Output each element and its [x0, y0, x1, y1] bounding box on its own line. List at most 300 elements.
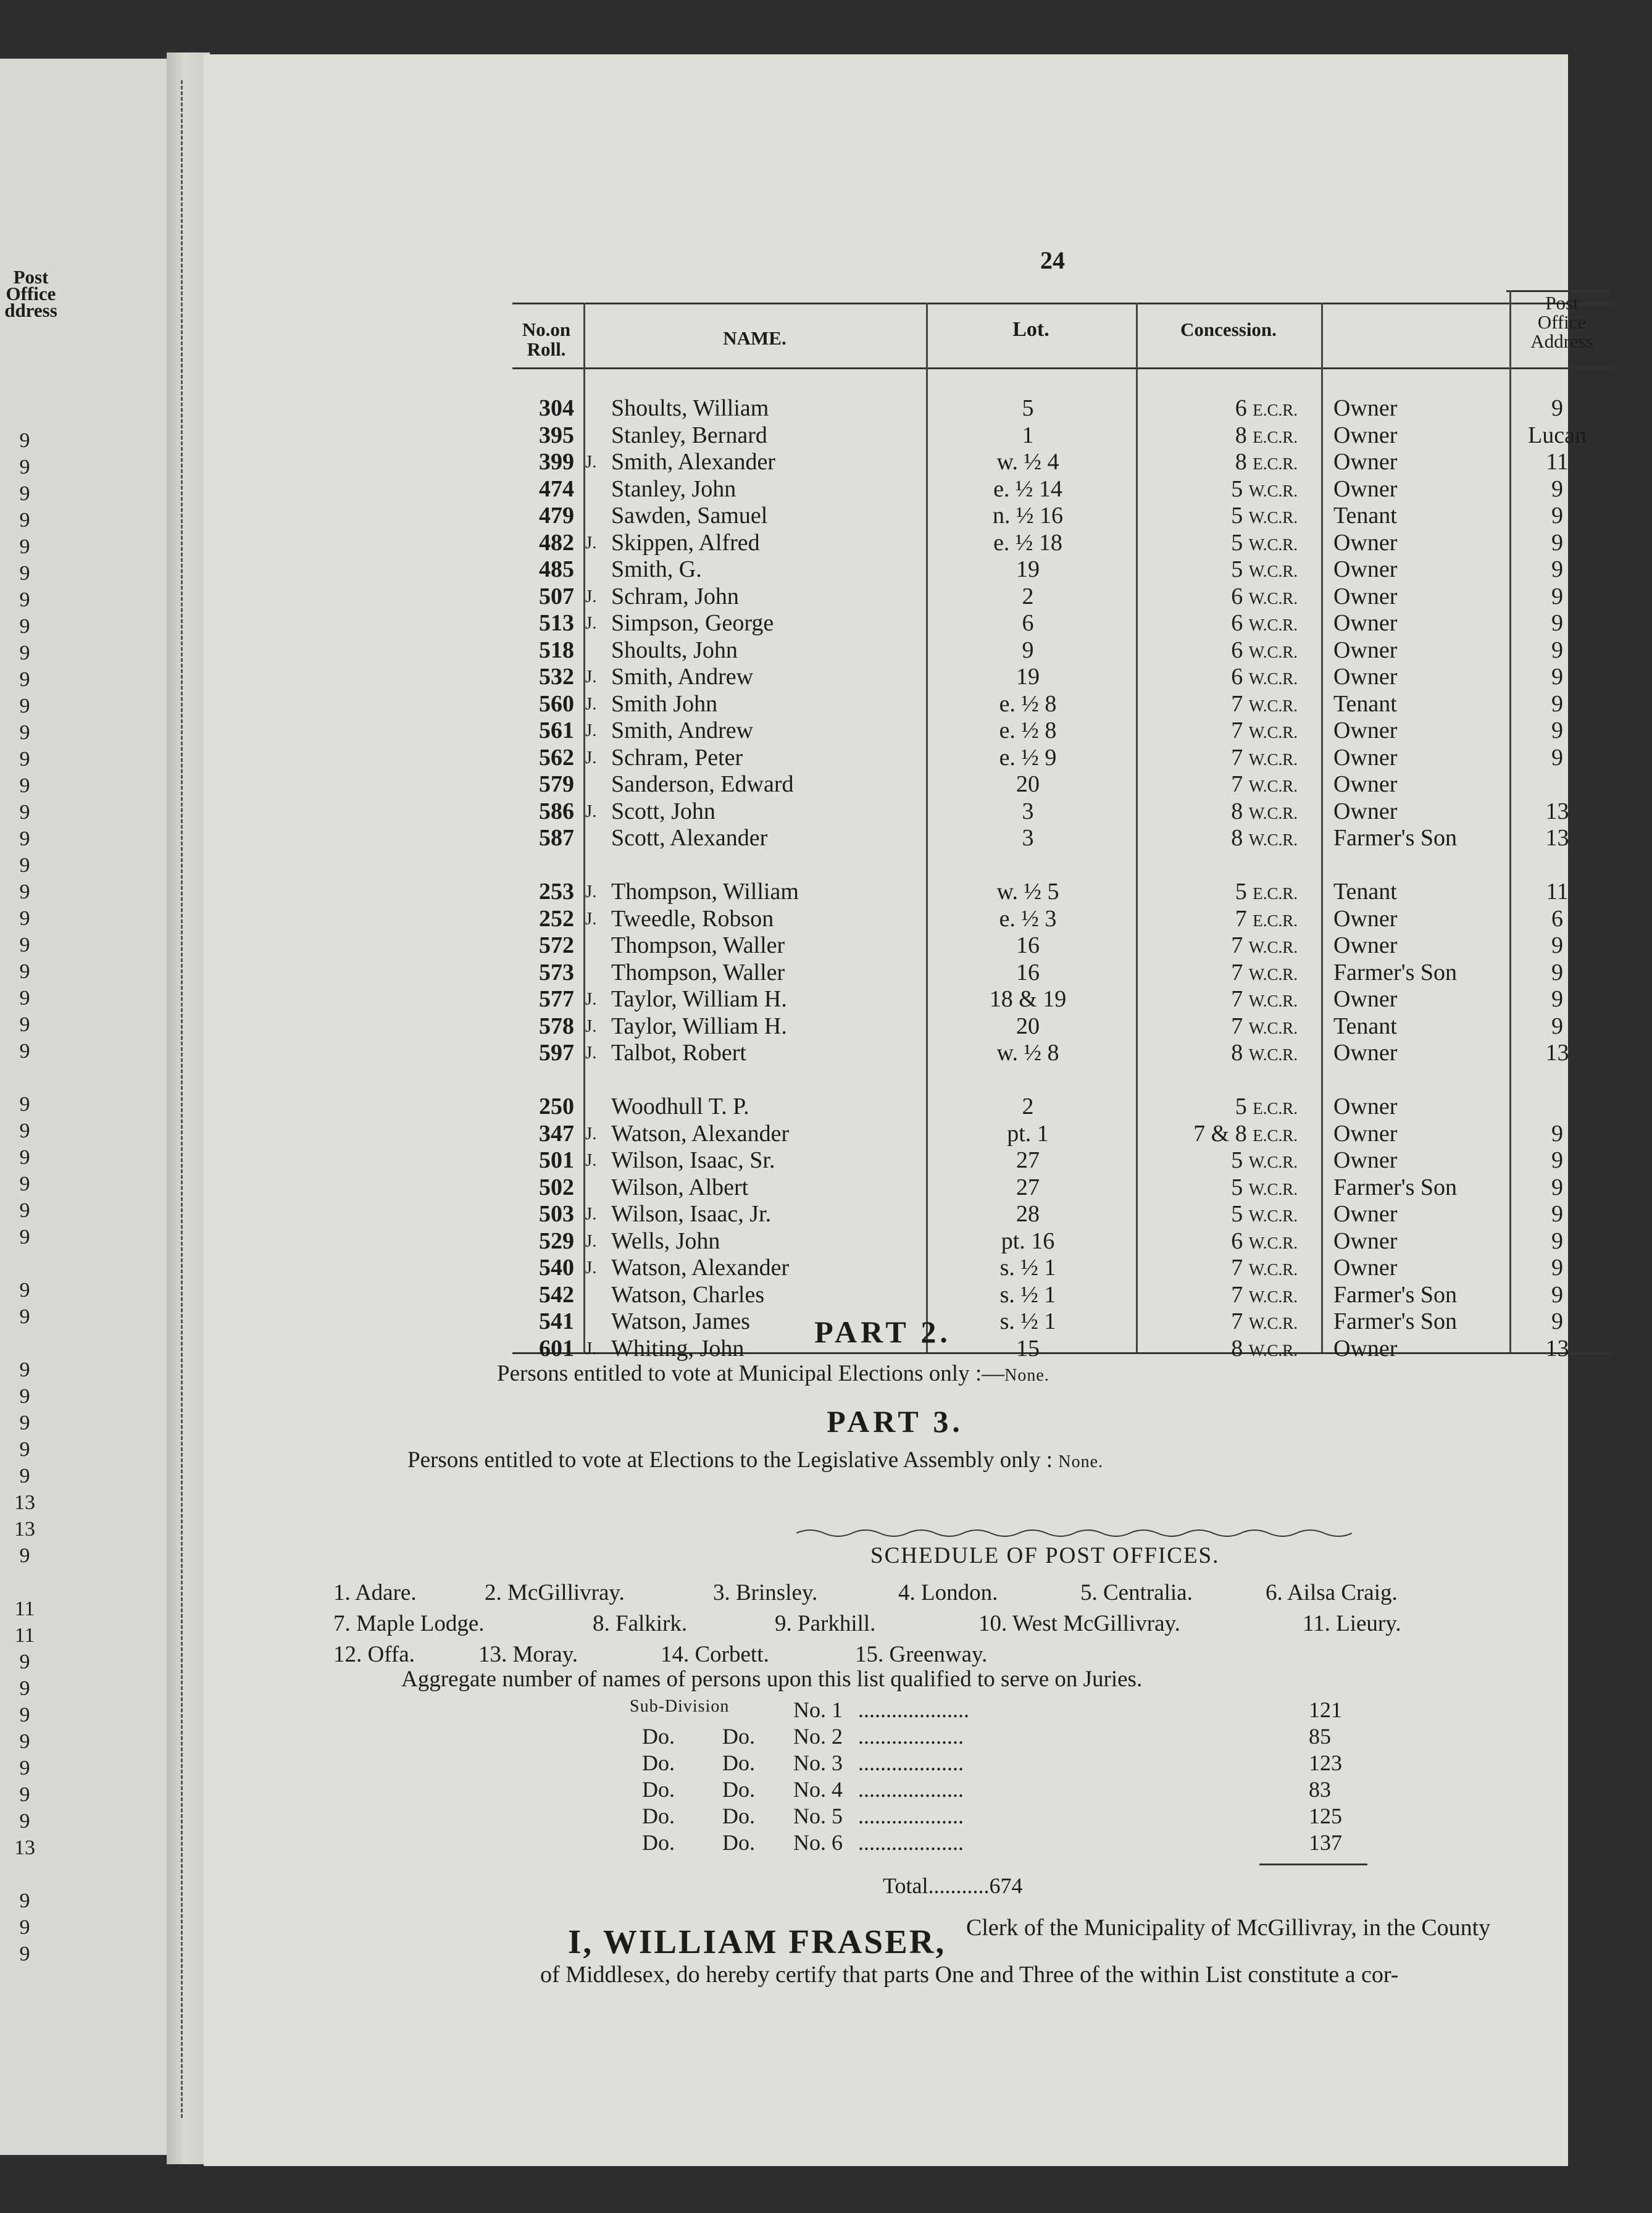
left-post-office-value: 9 [19, 1438, 30, 1461]
concession [1136, 906, 1298, 934]
concession-suffix: W.C.R. [1248, 992, 1298, 1010]
concession-number: 6 [1231, 637, 1243, 663]
post-office-item: 11. Lieury. [1303, 1611, 1401, 1636]
post-office-address: 9 [1551, 1147, 1563, 1173]
juror-mark: J. [585, 1258, 597, 1278]
concession [1136, 584, 1298, 612]
tenure-status: Owner [1333, 475, 1398, 502]
left-post-office-value: 9 [19, 801, 30, 824]
aggregate-total: Total...........674 [883, 1873, 1023, 1898]
post-office-item: 9. Parkhill. [775, 1611, 876, 1636]
lot: e. ½ 9 [999, 744, 1057, 771]
left-post-office-value: 9 [19, 1040, 30, 1063]
concession-suffix: W.C.R. [1248, 508, 1298, 527]
roll-number: 399 [539, 449, 574, 475]
adjacent-page [0, 59, 167, 2155]
juror-mark: J. [585, 908, 597, 929]
spacer [1243, 798, 1249, 824]
roll-number: 587 [539, 825, 574, 851]
tenure-status: Owner [1333, 556, 1398, 582]
concession [1136, 422, 1298, 451]
lot: s. ½ 1 [999, 1308, 1056, 1334]
juror-mark: J. [585, 693, 597, 714]
lot: 20 [1016, 771, 1040, 797]
table-row [512, 503, 1611, 529]
lot: 9 [1022, 637, 1034, 663]
post-office-address: 9 [1551, 475, 1563, 502]
juror-mark: J. [585, 882, 597, 902]
concession-number: 8 [1231, 798, 1243, 824]
concession-suffix: W.C.R. [1248, 1207, 1298, 1225]
voter-name: Skippen, Alfred [611, 529, 760, 556]
aggregate-number: No. 1 [793, 1697, 843, 1722]
roll-number: 513 [539, 610, 574, 636]
concession [1136, 1255, 1298, 1283]
spacer [1243, 664, 1249, 690]
voter-name: Sawden, Samuel [611, 503, 768, 529]
concession-number: 5 [1231, 503, 1243, 529]
concession-number: 7 [1231, 771, 1243, 797]
aggregate-value: 83 [1309, 1777, 1331, 1802]
voter-name: Smith, Andrew [611, 664, 754, 690]
aggregate-label: Do. [722, 1830, 755, 1855]
aggregate-label: Sub-Division [630, 1697, 730, 1716]
document-page [204, 54, 1593, 2166]
post-office-address: 9 [1551, 744, 1563, 771]
post-office-item: 3. Brinsley. [713, 1580, 818, 1605]
voter-name: Smith John [611, 690, 718, 717]
lot: pt. 1 [1007, 1120, 1049, 1147]
tenure-status: Owner [1333, 1255, 1398, 1281]
aggregate-label: Do. [722, 1804, 755, 1828]
roll-number: 577 [539, 986, 574, 1012]
tenure-status: Owner [1333, 932, 1398, 958]
roll-number: 347 [539, 1120, 574, 1147]
post-office-address: 11 [1546, 449, 1569, 475]
concession-number: 8 [1231, 1040, 1243, 1066]
name-header: NAME. [723, 327, 786, 349]
tenure-status: Tenant [1333, 879, 1397, 905]
left-post-office-value: 9 [19, 748, 30, 771]
spacer [1243, 556, 1249, 582]
concession [1136, 771, 1298, 800]
roll-number: 518 [539, 637, 574, 663]
tenure-status: Owner [1333, 610, 1398, 636]
concession [1136, 1121, 1298, 1149]
table-row [512, 395, 1611, 422]
left-post-office-value: 9 [19, 668, 30, 691]
voter-name: Scott, Alexander [611, 825, 768, 851]
part-2-heading: PART 2. [814, 1315, 951, 1349]
lot: e. ½ 18 [993, 529, 1062, 556]
roll-number: 532 [539, 664, 574, 690]
post-office-item: 10. West McGillivray. [978, 1611, 1180, 1636]
tenure-status: Owner [1333, 798, 1398, 824]
concession-suffix: E.C.R. [1253, 401, 1298, 419]
concession-suffix: W.C.R. [1248, 1153, 1298, 1171]
concession-number: 7 [1231, 959, 1243, 985]
post-office-item: 2. McGillivray. [485, 1580, 625, 1605]
lot: e. ½ 14 [993, 475, 1062, 502]
aggregate-leader: .................... [858, 1697, 969, 1722]
aggregate-label: Do. [722, 1777, 755, 1802]
lot: e. ½ 3 [999, 905, 1057, 932]
juror-mark: J. [585, 1123, 597, 1144]
post-office-address: 9 [1551, 1228, 1563, 1254]
table-row [512, 1174, 1611, 1201]
voter-name: Stanley, John [611, 475, 736, 502]
post-office-address: 9 [1551, 1174, 1563, 1200]
table-row [512, 556, 1611, 583]
post-office-address: 9 [1551, 610, 1563, 636]
aggregate-value: 125 [1309, 1804, 1342, 1828]
concession [1136, 691, 1298, 719]
table-row [512, 530, 1611, 556]
part-3-heading: PART 3. [827, 1404, 964, 1439]
aggregate-value: 123 [1309, 1751, 1342, 1775]
spacer [1243, 1147, 1249, 1173]
post-office-item: 5. Centralia. [1080, 1580, 1193, 1605]
post-office-address: 9 [1551, 556, 1563, 582]
tenure-status: Owner [1333, 449, 1398, 475]
concession-suffix: W.C.R. [1248, 1233, 1298, 1252]
left-post-office-value: 9 [19, 535, 30, 558]
total-rule [1259, 1864, 1367, 1865]
post-office-address: Lucan [1528, 422, 1587, 448]
aggregate-label: Do. [642, 1804, 675, 1828]
concession-number: 5 [1231, 529, 1243, 556]
left-post-office-value: 9 [19, 1889, 30, 1912]
voter-name: Schram, Peter [611, 744, 743, 771]
spacer [1247, 395, 1253, 421]
concession-number: 7 [1231, 1281, 1243, 1308]
concession-number: 8 [1231, 825, 1243, 851]
left-post-office-value: 9 [19, 1146, 30, 1169]
concession [1136, 1094, 1298, 1122]
post-office-address: 9 [1551, 690, 1563, 717]
concession-number: 7 [1231, 1255, 1243, 1281]
post-office-address: 9 [1551, 395, 1563, 421]
tenure-status: Farmer's Son [1333, 825, 1458, 851]
lot: e. ½ 8 [999, 690, 1057, 717]
juror-mark: J. [585, 452, 597, 472]
table-row [512, 1228, 1611, 1255]
aggregate-value: 85 [1309, 1724, 1331, 1749]
left-post-office-value: 9 [19, 987, 30, 1010]
left-post-office-value: 9 [19, 960, 30, 983]
post-office-item: 4. London. [898, 1580, 998, 1605]
aggregate-leader: ................... [858, 1724, 964, 1749]
spacer [1247, 449, 1253, 475]
concession-suffix: E.C.R. [1253, 427, 1298, 446]
juror-mark: J. [585, 532, 597, 553]
left-post-office-value: 9 [19, 1465, 30, 1487]
roll-number: 578 [539, 1013, 574, 1039]
concession [1136, 717, 1298, 746]
juror-mark: J. [585, 747, 597, 768]
aggregate-number: No. 3 [793, 1751, 843, 1775]
concession-suffix: E.C.R. [1253, 884, 1298, 903]
concession-number: 5 [1231, 556, 1243, 582]
concession-number: 8 [1231, 1335, 1243, 1362]
concession-suffix: E.C.R. [1253, 1099, 1298, 1118]
concession [1136, 798, 1298, 827]
post-office-address: 6 [1551, 905, 1563, 932]
concession [1136, 610, 1298, 638]
lot: 27 [1016, 1147, 1040, 1173]
post-office-item: 12. Offa. [333, 1642, 415, 1667]
table-row [512, 1255, 1611, 1281]
left-post-office-value: 9 [19, 588, 30, 611]
table-row [512, 422, 1611, 449]
voter-name: Watson, Charles [611, 1281, 765, 1308]
concession [1136, 745, 1298, 773]
left-post-office-value: 9 [19, 827, 30, 850]
roll-number: 253 [539, 879, 574, 905]
tenure-status: Owner [1333, 1147, 1398, 1173]
concession-number: 7 [1231, 932, 1243, 958]
spacer [1243, 1336, 1249, 1362]
left-post-office-value: 9 [19, 1730, 30, 1753]
left-post-office-value: 9 [19, 721, 30, 744]
left-post-office-value: 9 [19, 429, 30, 452]
table-row [512, 798, 1611, 825]
juror-mark: J. [585, 1016, 597, 1036]
post-office-header: Post Office Address [1530, 292, 1593, 352]
left-post-office-value: 9 [19, 854, 30, 877]
lot: 20 [1016, 1013, 1040, 1039]
table-row [512, 932, 1611, 959]
tenure-status: Owner [1333, 986, 1398, 1012]
part-3-text: Persons entitled to vote at Elections to the Legislative Assembly only : None. [407, 1447, 1103, 1473]
roll-number: 572 [539, 932, 574, 958]
concession-suffix: W.C.R. [1248, 588, 1298, 608]
table-row [512, 1040, 1611, 1066]
aggregate-label: Do. [722, 1724, 755, 1749]
left-post-office-value [3, 1066, 46, 1090]
left-post-office-value: 9 [19, 1305, 30, 1328]
lot: 1 [1022, 422, 1034, 448]
header-bottom-rule [512, 367, 1611, 369]
post-office-address: 9 [1551, 503, 1563, 529]
table-row [512, 476, 1611, 503]
concession-suffix: W.C.R. [1248, 964, 1298, 984]
post-office-address: 9 [1551, 1281, 1563, 1308]
concession-number: 5 [1231, 1201, 1243, 1227]
tenure-status: Owner [1333, 422, 1398, 448]
spacer [1247, 906, 1253, 932]
post-office-address: 9 [1551, 1013, 1563, 1039]
concession [1136, 825, 1298, 853]
spacer [1243, 637, 1249, 663]
concession-suffix: W.C.R. [1248, 1341, 1298, 1360]
concession-number: 7 [1231, 1308, 1243, 1334]
left-post-office-value: 9 [19, 615, 30, 638]
table-row [512, 745, 1611, 771]
aggregate-label: Do. [642, 1751, 675, 1775]
roll-number: 479 [539, 503, 574, 529]
lot: 3 [1022, 825, 1034, 851]
aggregate-label: Do. [642, 1830, 675, 1855]
tenure-status: Owner [1333, 1228, 1398, 1254]
concession-number: 5 [1231, 1147, 1243, 1173]
left-post-office-value: 9 [19, 695, 30, 717]
concession-suffix: W.C.R. [1248, 750, 1298, 769]
concession-number: 6 [1231, 583, 1243, 609]
voter-name: Thompson, Waller [611, 959, 785, 985]
concession-suffix: W.C.R. [1248, 777, 1298, 795]
page-number: 24 [1040, 246, 1065, 274]
tenure-status: Tenant [1333, 503, 1397, 529]
lot-header: Lot. [1012, 318, 1049, 341]
concession-suffix: W.C.R. [1248, 803, 1298, 822]
tenure-status: Owner [1333, 1094, 1398, 1119]
voters-table [512, 290, 1611, 1365]
voter-name: Whiting, John [611, 1335, 745, 1362]
concession [1136, 1201, 1298, 1229]
concession-number: 7 [1231, 1013, 1243, 1039]
lot: s. ½ 1 [999, 1255, 1056, 1281]
left-post-office-value: 9 [19, 642, 30, 664]
voter-name: Schram, John [611, 583, 739, 609]
voter-name: Taylor, William H. [611, 1013, 787, 1039]
tenure-status: Owner [1333, 1201, 1398, 1227]
post-office-item: 8. Falkirk. [593, 1611, 688, 1636]
roll-number: 250 [539, 1094, 574, 1119]
left-post-office-value: 9 [19, 1943, 30, 1965]
left-post-office-value: 9 [19, 1810, 30, 1833]
certificate-line-2: of Middlesex, do hereby certify that parts One and Three of the within List constitute a cor- [540, 1962, 1399, 1988]
part-2-text: Persons entitled to vote at Municipal Elections only :—None. [497, 1361, 1049, 1386]
tenure-status: Tenant [1333, 1013, 1397, 1039]
roll-header: No.on Roll. [522, 319, 571, 360]
table-row [512, 717, 1611, 744]
concession [1136, 1040, 1298, 1068]
concession [1136, 395, 1298, 424]
concession [1136, 476, 1298, 504]
voter-name: Smith, Alexander [611, 449, 775, 475]
aggregate-leader: ................... [858, 1751, 964, 1775]
tenure-status: Owner [1333, 771, 1398, 797]
aggregate-leader: ................... [858, 1804, 964, 1828]
concession-suffix: W.C.R. [1248, 562, 1298, 580]
left-post-office-value: 13 [14, 1491, 35, 1514]
left-post-office-value: 9 [19, 1093, 30, 1116]
tenure-status: Owner [1333, 1335, 1398, 1362]
roll-number: 597 [539, 1040, 574, 1066]
post-office-address: 9 [1551, 1308, 1563, 1334]
juror-mark: J. [585, 613, 597, 633]
roll-number: 503 [539, 1201, 574, 1227]
roll-number: 601 [539, 1335, 574, 1362]
tenure-status: Farmer's Son [1333, 1281, 1458, 1308]
lot: 27 [1016, 1174, 1040, 1200]
roll-number: 501 [539, 1147, 574, 1173]
roll-number: 562 [539, 744, 574, 771]
table-row [512, 1336, 1611, 1362]
spacer [1247, 422, 1253, 448]
table-row [512, 584, 1611, 610]
voter-name: Wells, John [611, 1228, 720, 1254]
table-row [512, 449, 1611, 475]
concession-number: 8 [1235, 449, 1247, 475]
roll-number: 579 [539, 771, 574, 797]
concession-number: 6 [1231, 1228, 1243, 1254]
lot: w. ½ 8 [996, 1040, 1059, 1066]
concession-number: 5 [1231, 1174, 1243, 1200]
left-post-office-value [3, 1863, 46, 1886]
juror-mark: J. [585, 1043, 597, 1063]
voter-name: Thompson, William [611, 879, 799, 905]
roll-number: 540 [539, 1255, 574, 1281]
post-office-address: 13 [1545, 1335, 1569, 1362]
post-office-address: 13 [1545, 825, 1569, 851]
tenure-status: Owner [1333, 529, 1398, 556]
left-post-office-value: 9 [19, 1013, 30, 1036]
roll-number: 474 [539, 475, 574, 502]
voter-name: Scott, John [611, 798, 715, 824]
post-office-item: 14. Corbett. [661, 1642, 769, 1667]
voter-name: Talbot, Robert [611, 1040, 746, 1066]
left-post-office-value: 13 [14, 1836, 35, 1859]
spacer [1243, 1013, 1249, 1039]
left-post-office-value: 9 [19, 774, 30, 797]
tenure-status: Owner [1333, 1120, 1398, 1147]
left-post-office-value: 9 [19, 1757, 30, 1780]
concession-suffix: W.C.R. [1248, 1260, 1298, 1279]
left-post-office-value: 9 [19, 1279, 30, 1302]
table-row [512, 1094, 1611, 1120]
left-post-office-value [3, 1252, 46, 1276]
left-post-office-value: 9 [19, 1385, 30, 1408]
spacer [1243, 584, 1249, 609]
table-row [512, 1201, 1611, 1228]
aggregate-number: No. 5 [793, 1804, 843, 1828]
lot: 2 [1022, 1094, 1034, 1119]
concession-suffix: W.C.R. [1248, 723, 1298, 742]
tenure-status: Owner [1333, 717, 1398, 743]
concession [1136, 1013, 1298, 1042]
concession-number: 5 [1235, 1094, 1247, 1119]
concession-number: 7 [1231, 717, 1243, 743]
juror-mark: J. [585, 586, 597, 606]
concession [1136, 1147, 1298, 1176]
concession [1136, 503, 1298, 531]
left-post-office-value: 9 [19, 907, 30, 930]
voter-name: Watson, Alexander [611, 1120, 790, 1147]
tenure-status: Owner [1333, 664, 1398, 690]
concession [1136, 1282, 1298, 1310]
lot: e. ½ 8 [999, 717, 1057, 743]
lot: 3 [1022, 798, 1034, 824]
lot: w. ½ 5 [996, 879, 1059, 905]
voter-name: Wilson, Isaac, Jr. [611, 1201, 772, 1227]
post-office-item: 15. Greenway. [855, 1642, 988, 1667]
post-office-item: 13. Moray. [478, 1642, 578, 1667]
voter-name: Shoults, William [611, 395, 769, 421]
table-top-rule [512, 303, 1611, 304]
concession-number: 5 [1231, 475, 1243, 502]
voter-name: Taylor, William H. [611, 986, 787, 1012]
table-row [512, 1308, 1611, 1335]
roll-number: 482 [539, 529, 574, 556]
spacer [1243, 1255, 1249, 1281]
left-post-office-value: 9 [19, 1650, 30, 1673]
spacer [1243, 1228, 1249, 1254]
juror-mark: J. [585, 1231, 597, 1251]
left-post-office-header: Post Office ddress [4, 266, 57, 321]
table-row [512, 1147, 1611, 1174]
